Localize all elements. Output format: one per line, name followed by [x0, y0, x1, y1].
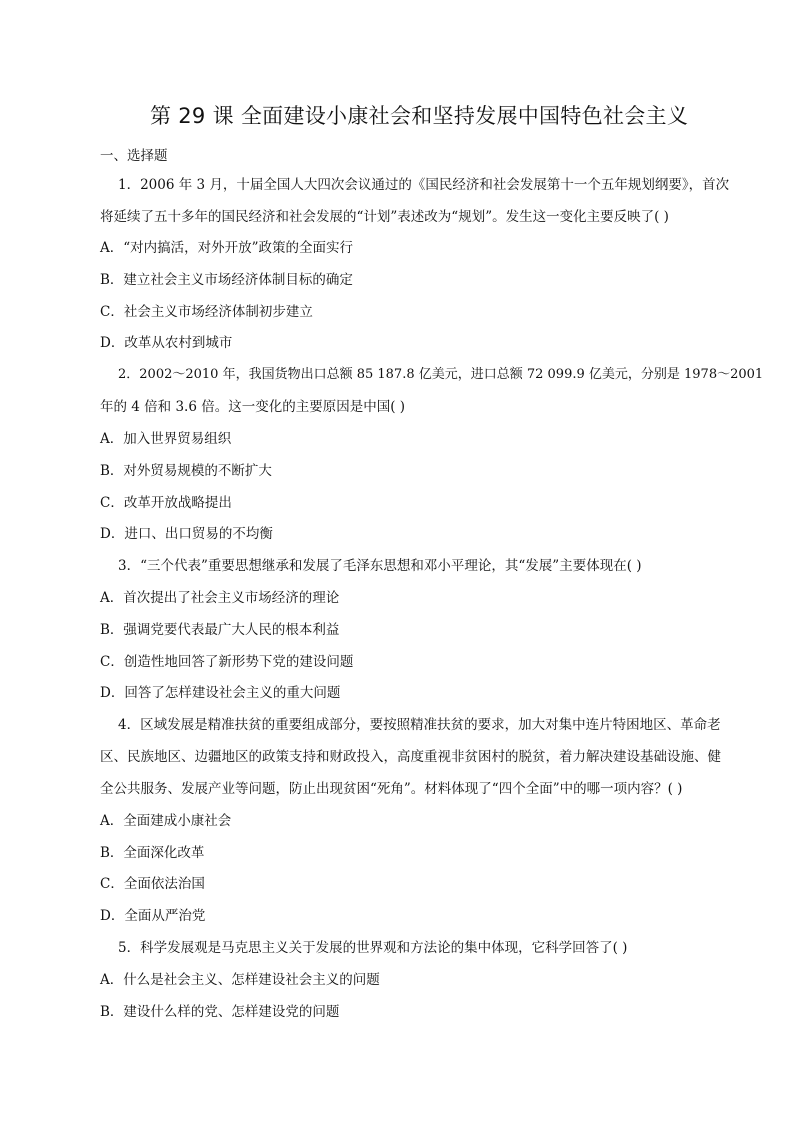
question-5-stem-line-1: 5．科学发展观是马克思主义关于发展的世界观和方法论的集中体现，它科学回答了( )	[118, 940, 628, 956]
question-2-option-c: C．改革开放战略提出	[100, 495, 232, 511]
section-heading: 一、选择题	[100, 148, 168, 164]
question-1-stem-line-2: 将延续了五十多年的国民经济和社会发展的“计划”表述改为“规划”。发生这一变化主要反映了( )	[100, 209, 669, 225]
question-2-option-d: D．进口、出口贸易的不均衡	[100, 526, 273, 542]
question-2-stem-line-1: 2．2002～2010 年，我国货物出口总额 85 187.8 亿美元，进口总额 72 099.9 亿美元，分别是 1978～2001	[118, 367, 764, 382]
question-4-stem-line-3: 全公共服务、发展产业等问题，防止出现贫困“死角”。材料体现了“四个全面”中的哪一项内容？( )	[100, 781, 683, 797]
question-2-option-b: B．对外贸易规模的不断扩大	[100, 463, 272, 479]
lesson-title: 第 29 课 全面建设小康社会和坚持发展中国特色社会主义	[150, 104, 689, 128]
question-1-option-b: B．建立社会主义市场经济体制目标的确定	[100, 272, 353, 288]
question-4-option-c: C．全面依法治国	[100, 876, 205, 892]
question-5-option-b: B．建设什么样的党、怎样建设党的问题	[100, 1004, 340, 1020]
question-1-stem-line-1: 1．2006 年 3 月，十届全国人大四次会议通过的《国民经济和社会发展第十一个五年规划纲要》，首次	[118, 177, 730, 193]
question-1-option-d: D．改革从农村到城市	[100, 335, 233, 351]
question-2-stem-line-2: 年的 4 倍和 3.6 倍。这一变化的主要原因是中国( )	[100, 399, 406, 415]
question-5-option-a: A．什么是社会主义、怎样建设社会主义的问题	[100, 972, 380, 988]
question-4-option-d: D．全面从严治党	[100, 908, 206, 924]
question-2-option-a: A．加入世界贸易组织	[100, 431, 232, 447]
question-4-option-b: B．全面深化改革	[100, 845, 205, 861]
question-3-option-c: C．创造性地回答了新形势下党的建设问题	[100, 654, 354, 670]
question-4-stem-line-2: 区、民族地区、边疆地区的政策支持和财政投入，高度重视非贫困村的脱贫，着力解决建设基础设施、健	[100, 749, 721, 765]
question-3-option-a: A．首次提出了社会主义市场经济的理论	[100, 590, 340, 606]
question-4-option-a: A．全面建成小康社会	[100, 813, 232, 829]
question-3-option-d: D．回答了怎样建设社会主义的重大问题	[100, 685, 341, 701]
question-4-stem-line-1: 4．区域发展是精准扶贫的重要组成部分，要按照精准扶贫的要求，加大对集中连片特困地区、革命老	[118, 717, 721, 733]
question-3-stem-line-1: 3．“三个代表”重要思想继承和发展了毛泽东思想和邓小平理论，其“发展”主要体现在( )	[118, 558, 642, 574]
question-1-option-a: A．“对内搞活，对外开放”政策的全面实行	[100, 240, 354, 256]
question-3-option-b: B．强调党要代表最广大人民的根本利益	[100, 622, 340, 638]
question-1-option-c: C．社会主义市场经济体制初步建立	[100, 304, 313, 320]
